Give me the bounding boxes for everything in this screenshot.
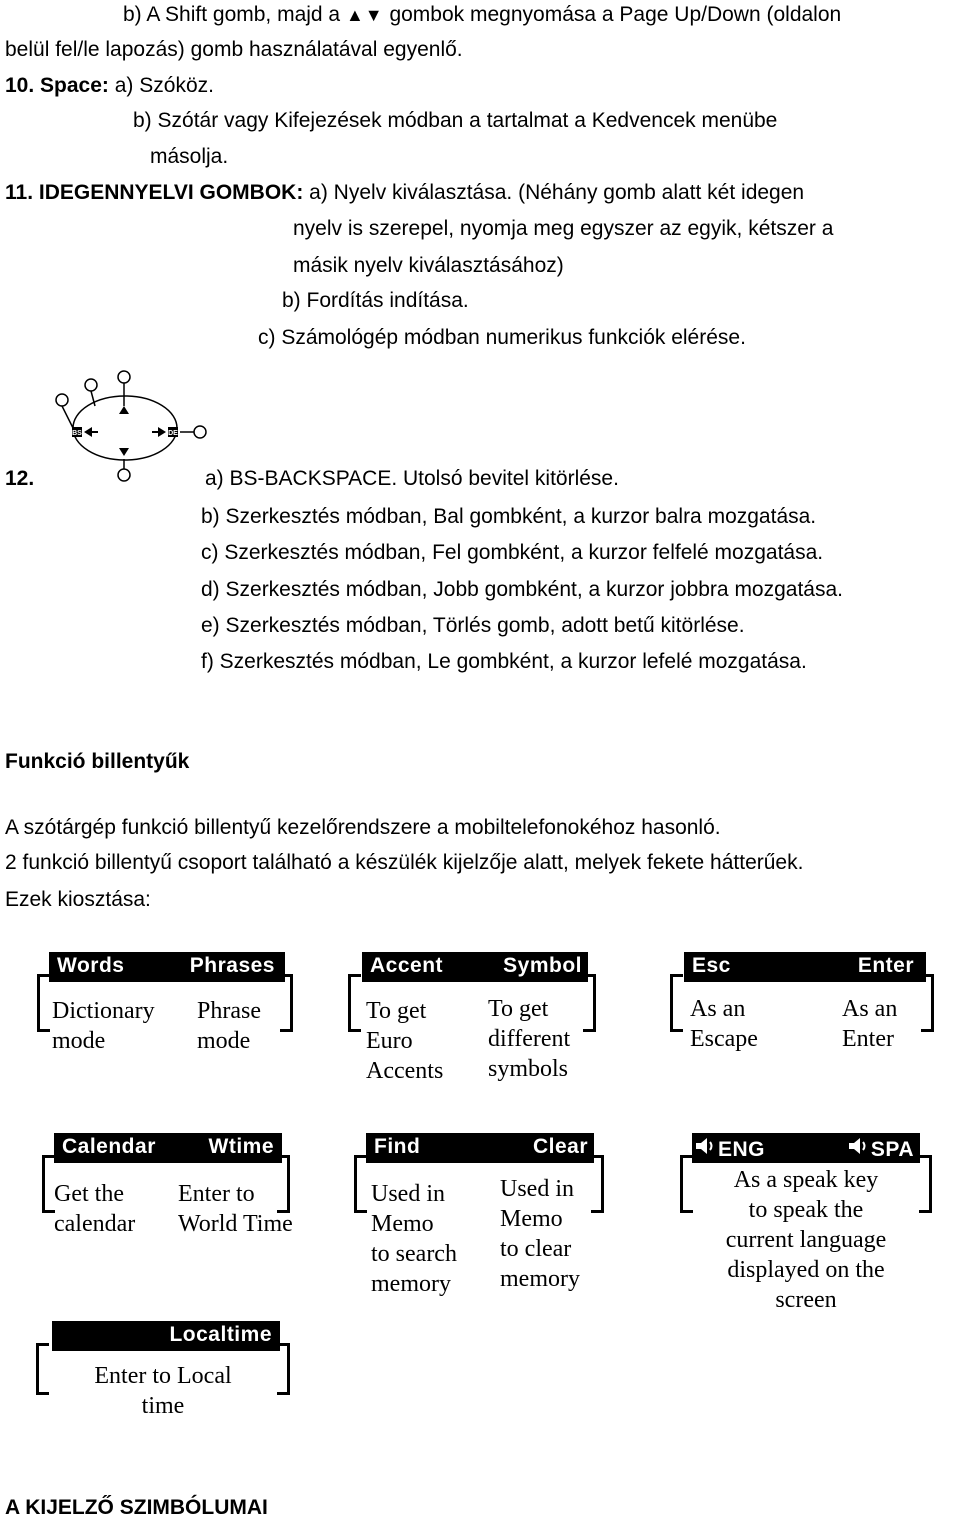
right-bracket xyxy=(591,1155,604,1213)
function-key-box-speak xyxy=(680,1133,932,1313)
item11-a-line2: nyelv is szerepel, nyomja meg egyszer az egyik, kétszer a xyxy=(293,217,834,240)
item9b-prefix: b) A Shift gomb, majd a xyxy=(123,3,341,26)
function-key-box-esc-enter xyxy=(670,952,926,1052)
item10-a: a) Szóköz. xyxy=(114,74,214,97)
calendar-description: Get the calendar xyxy=(54,1181,136,1237)
item10-line1 xyxy=(5,75,214,96)
spa-key-text: SPA xyxy=(870,1138,914,1161)
de-key-label: DE xyxy=(168,430,178,437)
item12-line-e: e) Szerkesztés módban, Törlés gomb, adott betű kitörlése. xyxy=(201,614,745,637)
phrases-description: Phrase mode xyxy=(197,998,261,1054)
intro-paragraph-1: A szótárgép funkció billentyű kezelőrendszere a mobiltelefonokéhoz hasonló. xyxy=(5,816,721,839)
item12-line-d: d) Szerkesztés módban, Jobb gombként, a kurzor jobbra mozgatása. xyxy=(201,578,843,601)
localtime-key-label: Localtime xyxy=(169,1323,272,1346)
item11-line1 xyxy=(5,182,804,203)
item11-b: b) Fordítás indítása. xyxy=(282,289,469,312)
calendar-key-label: Calendar xyxy=(62,1135,156,1158)
enter-description: As an Enter xyxy=(842,996,898,1052)
clear-key-label: Clear xyxy=(532,1135,588,1158)
item12-line-f: f) Szerkesztés módban, Le gombként, a kurzor lefelé mozgatása. xyxy=(201,650,807,673)
words-key-label: Words xyxy=(57,954,125,977)
left-bracket xyxy=(348,974,361,1032)
left-bracket xyxy=(670,974,683,1032)
speaker-icon xyxy=(694,1136,716,1156)
right-bracket xyxy=(280,974,293,1032)
esc-key-label: Esc xyxy=(692,954,731,977)
item11-a: a) Nyelv kiválasztása. (Néhány gomb alatt két idegen xyxy=(309,181,805,204)
symbol-key-label: Symbol xyxy=(503,954,582,977)
function-key-box-accent-symbol xyxy=(348,952,604,1084)
item12-line-b: b) Szerkesztés módban, Bal gombként, a kurzor balra mozgatása. xyxy=(201,505,817,528)
function-key-box-find-clear xyxy=(354,1133,604,1297)
function-key-box-calendar-wtime xyxy=(42,1133,310,1237)
speaker-icon xyxy=(847,1136,869,1156)
find-description: Used in Memo to search memory xyxy=(371,1181,457,1297)
clear-description: Used in Memo to clear memory xyxy=(500,1176,580,1292)
right-bracket xyxy=(583,974,596,1032)
eng-key-text: ENG xyxy=(718,1138,766,1161)
item9b-suffix: gombok megnyomása a Page Up/Down (oldalon xyxy=(389,3,842,26)
eng-key-label xyxy=(694,1136,765,1160)
item10-label: 10. Space: xyxy=(5,74,109,97)
item12-line-c: c) Szerkesztés módban, Fel gombként, a kurzor felfelé mozgatása. xyxy=(201,541,824,564)
item12-label: 12. xyxy=(5,467,35,490)
item9b-line1 xyxy=(123,4,841,25)
enter-key-label: Enter xyxy=(857,954,914,977)
item10-b-line1: b) Szótár vagy Kifejezések módban a tartalmat a Kedvencek menübe xyxy=(133,109,778,132)
wtime-description: Enter to World Time xyxy=(178,1181,293,1237)
display-symbols-heading: A KIJELZŐ SZIMBÓLUMAI xyxy=(5,1496,268,1519)
phrases-key-label: Phrases xyxy=(189,954,275,977)
item12-line-a: a) BS-BACKSPACE. Utolsó bevitel kitörlése. xyxy=(205,467,619,490)
intro-paragraph-3: Ezek kiosztása: xyxy=(5,888,151,911)
up-down-arrows-icon: ▲▼ xyxy=(345,5,384,25)
navigation-key-diagram xyxy=(50,366,215,486)
intro-paragraph-2: 2 funkció billentyű csoport található a készülék kijelzője alatt, melyek fekete hátterűek. xyxy=(5,851,804,874)
accent-key-label: Accent xyxy=(370,954,444,977)
left-bracket xyxy=(37,974,50,1032)
speak-description: As a speak key to speak the current language displayed on the screen xyxy=(725,1167,887,1313)
bs-key-label: BS xyxy=(72,430,82,437)
find-key-label: Find xyxy=(374,1135,421,1158)
localtime-description: Enter to Local time xyxy=(94,1363,232,1419)
item11-label: 11. IDEGENNYELVI GOMBOK: xyxy=(5,181,304,204)
item11-a-line3: másik nyelv kiválasztásához) xyxy=(293,254,564,277)
item9b-line2: belül fel/le lapozás) gomb használatával egyenlő. xyxy=(5,38,463,61)
accent-description: To get Euro Accents xyxy=(366,998,444,1084)
item10-b-line2: másolja. xyxy=(150,145,229,168)
esc-description: As an Escape xyxy=(690,996,758,1052)
function-key-box-words-phrases xyxy=(37,952,293,1054)
item11-c: c) Számológép módban numerikus funkciók elérése. xyxy=(258,326,746,349)
left-bracket xyxy=(354,1155,367,1213)
right-bracket xyxy=(921,974,934,1032)
function-key-box-localtime xyxy=(36,1321,290,1419)
symbol-description: To get different symbols xyxy=(488,996,571,1082)
wtime-key-label: Wtime xyxy=(208,1135,274,1158)
section-heading: Funkció billentyűk xyxy=(5,750,190,773)
spa-key-label xyxy=(847,1136,914,1160)
words-description: Dictionary mode xyxy=(52,998,155,1054)
